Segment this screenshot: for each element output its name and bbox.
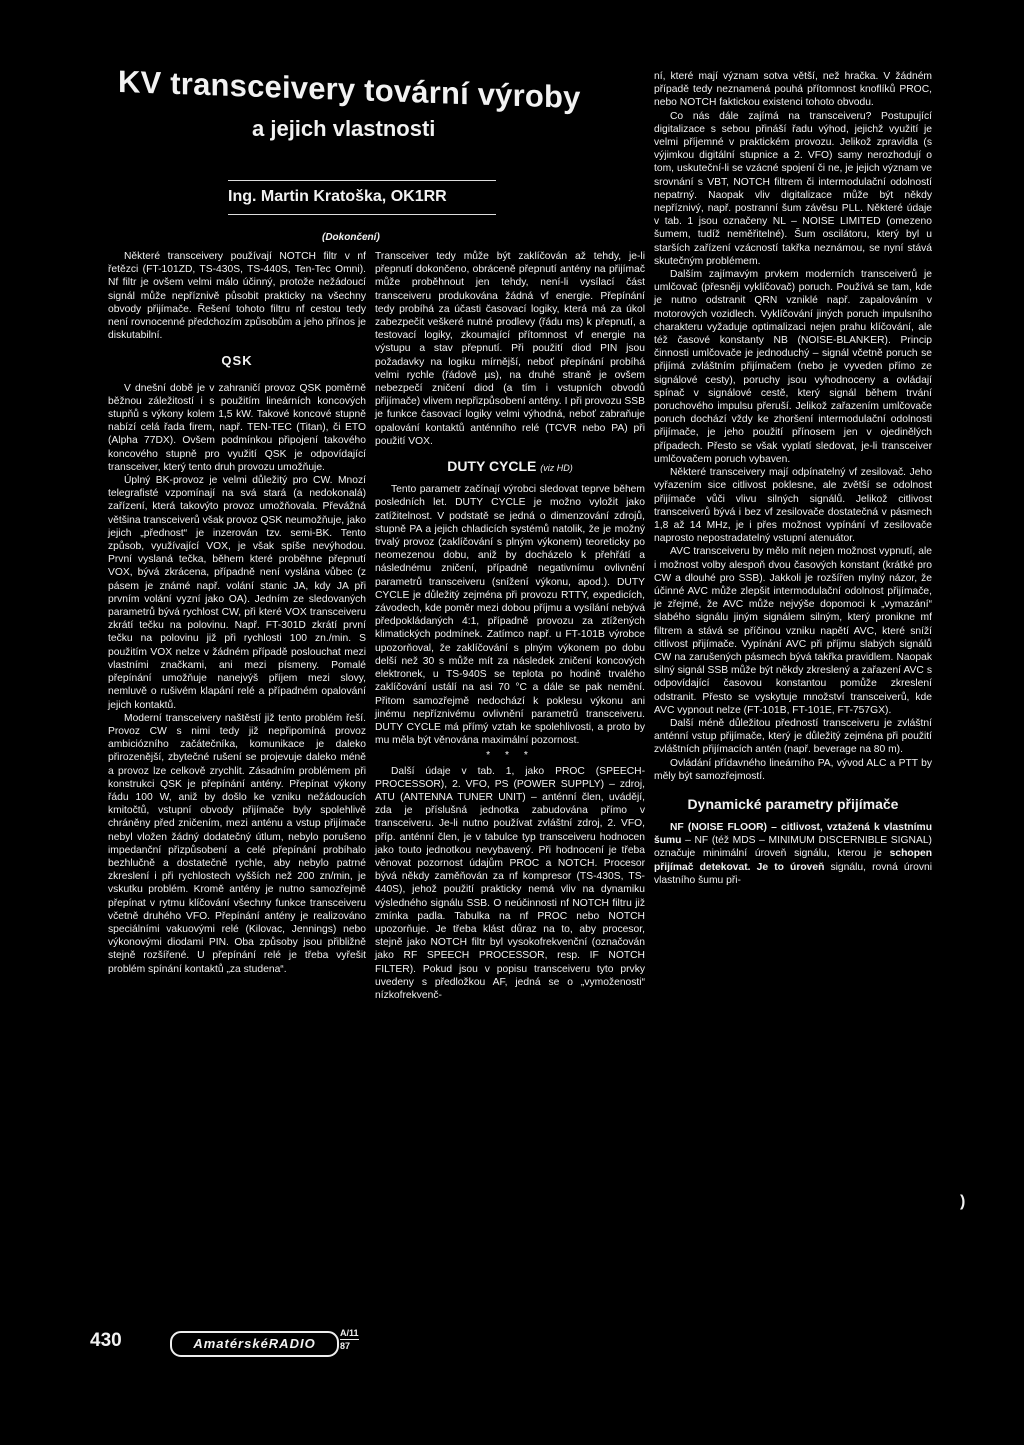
col2-paragraph-3: Další údaje v tab. 1, jako PROC (SPEECH-PROCESSOR), 2. VFO, PS (POWER SUPPLY) – zdroj, ATU (ANTENNA TUNER UNIT) – anténní člen, uvádějí, zda je příslušná jednotka zabudována přímo v transceiveru. Je-li nutno používat zvláštní zdroj, 2. VFO, příp. anténní člen, je v tabulce typ transceiveru hodnocen jako touto jednotkou nevybavený. Při hodnocení je třeba věnovat pozornost údajům PROC a NOTCH. Procesor bývá někdy zaměňován za nf kompresor (TS-430S, TS-440S), jehož použití prakticky nemá vliv na dynamiku výsledného signálu SSB. O neúčinnosti nf NOTCH filtru již zmínka padla. Tabulka na nf PROC nebo NOTCH upozorňuje. Je třeba klást důraz na to, aby procesor, stejně jako NOTCH filtr byl vysokofrekvenční (označován jako RF SPEECH PROCESSOR, resp. IF NOTCH FILTER). Pokud jsou v popisu transceiveru tyto prvky uvedeny s předložkou AF, jedná se o „vymoženosti“ nízkofrekvenč- — [375, 765, 645, 1001]
col3-nf-paragraph — [654, 821, 932, 887]
author: Ing. Martin Kratoška, OK1RR — [228, 188, 447, 205]
col2-paragraph-1: Transceiver tedy může být zaklíčován až tehdy, je-li přepnutí dokončeno, obráceně přepnutí antény na přijímač může proběhnout jen tehdy, není-li vysílací část transceiveru produkována žádná vf energie. Přepínání tedy probíhá za účasti časovací logiky, která má za úkol zabezpečit veškeré nutné prodlevy (řádu ms) k přepnutí, a testovací logiky, zkoumající přítomnost vf energie na výstupu a stav přepnutí. Při použití diod PIN jsou požadavky na logiku mírnější, neboť přepínání probíhá velmi rychle (řádově µs), na druhé straně je ovšem nebezpečí zničení diod (a tím i vstupních obvodů přijímače) vlivem nepřizpůsobení antény. I při provozu SSB je funkce časovací logiky velmi výhodná, neboť zabraňuje opalování kontaktů anténního relé (TCVR nebo PA) při použití VOX. — [375, 251, 645, 447]
col3-paragraph-2: Co nás dále zajímá na transceiveru? Postupující digitalizace s sebou přináší řadu výhod, jejichž využití je velmi příjemné v praktickém provozu. Jelikož zpravidla (s výjimkou digitální stupnice a 2. VFO) samy nerozhodují o tom, uskuteční-li se vzácné spojení či ne, je jejich význam ve srovnání s VBT, NOTCH filtrem či intermodulační odolností nepatrný. Naopak vliv digitalizace může být někdy nepříznivý, např. postranní šum závěsu PLL. Některé údaje v tab. 1 jsou označeny NL – NOISE LIMITED (omezeno šumem, tudíž neměřitelné). Šum oscilátoru, který byl u starších zařízení vzácností takřka neznámou, se nyní stává skutečným problémem. — [654, 110, 932, 267]
separator: * * * — [486, 750, 534, 762]
nf-rest: – NF (též MDS – MINIMUM DISCERNIBLE SIGNAL) označuje minimální úroveň signálu, kterou je — [654, 835, 932, 860]
section-heading-dynamic: Dynamické parametry přijímače — [687, 795, 899, 812]
col3-paragraph-5: AVC transceiveru by mělo mít nejen možnost vypnutí, ale i možnost volby alespoň dvou časových konstant (krátké pro CW a dlouhé pro SSB). Jakkoli je rozšířen mylný názor, že účinné AVC může zlepšit intermodulační odolnost přijímače, je zřejmé, že AVC může nejvýše dopomoci k „vymazání“ slabého signálu jiným signálem silným, který pronikne mf filtrem a stává se příčinou vzniku napětí AVC, které sníží citlivost přijímače. Vypínání AVC při příjmu slabých signálů CW na zarušených pásmech bývá takřka pravidlem. Naopak silný signál SSB může být někdy zkreslený a zařazení AVC s odpovídající časovou konstantou pomůže zkreslení odstranit. Přesto se vyskytuje množství transceiverů, kde AVC vypnout nelze (FT-101B, FT-101E, FT-757GX). — [654, 546, 932, 716]
magazine-logo: AmatérskéRADIO — [170, 1331, 339, 1357]
col3-paragraph-6: Další méně důležitou předností transceiveru je zvláštní anténní vstup přijímače, který je důležitý zejména při použití zvláštních přijímacích antén (např. beverage na 80 m). — [654, 717, 932, 756]
issue-top: A/11 — [340, 1328, 359, 1338]
col1-intro: Některé transceivery používají NOTCH filtr v nf řetězci (FT-101ZD, TS-430S, TS-440S, Ten-Tec Omni). Nf filtr je ovšem velmi málo účinný, protože nežádoucí signál může nepříznivě působit prakticky na všechny obvody přijímače. Řešení tohoto filtru nf cestou tedy není rovnocenné předchozím způsobům a jeho přínos je diskutabilní. — [108, 251, 366, 342]
col3-paragraph-7: Ovládání přídavného lineárního PA, vývod ALC a PTT by měly být samozřejmostí. — [654, 757, 932, 782]
continued-note: (Dokončení) — [322, 232, 380, 243]
column-1 — [108, 250, 366, 976]
edge-mark: ) — [960, 1193, 966, 1210]
nf-tail: signálu, rovná úrovni vlastního šumu při- — [654, 861, 932, 886]
nf-lead: NF (NOISE FLOOR) – citlivost, vztažená k vlastnímu šumu — [654, 821, 932, 847]
section-heading-qsk: QSK — [221, 353, 253, 369]
divider-bottom — [228, 214, 496, 215]
nf-bold: schopen přijímač detekovat. Je to úroveň — [654, 848, 932, 873]
divider-top — [228, 180, 496, 181]
col3-paragraph-4: Některé transceivery mají odpínatelný vf zesilovač. Jeho vyřazením sice citlivost poklesne, ale zvětší se odolnost přijímače vůči vlivu silných signálů. Jelikož citlivost transceiverů bývá i bez vf zesilovače dostatečná v pásmech 1,8 až 14 MHz, je i přes možnost vypínání vf zesilovače naprosto nepostradatelný vstupní atenuátor. — [654, 467, 932, 545]
col3-paragraph-1: ní, které mají význam sotva větší, než hračka. V žádném případě tedy neznamená pouhá přítomnost knoflíků PROC, nebo NOTCH faktickou existenci tohoto obvodu. — [654, 71, 932, 109]
issue-number — [340, 1327, 359, 1352]
col1-paragraph-1: V dnešní době je v zahraničí provoz QSK poměrně běžnou záležitostí i s použitím lineárních koncových stupňů s výkony kolem 1,5 kW. Takové koncové stupně nabízí celá řada firem, např. TEN-TEC (Titan), či ETO (Alpha 77DX). Ovšem podmínkou připojení takového koncového stupně pro využití QSK je odpovídající transceiver, který tento druh provozu umožňuje. — [108, 382, 366, 473]
duty-heading-text: DUTY CYCLE — [447, 458, 537, 475]
issue-bottom: 87 — [340, 1339, 359, 1352]
col3-paragraph-3: Dalším zajímavým prvkem moderních transceiverů je umlčovač (přesněji vyklíčovač) poruch. Používá se tam, kde je nutno odstranit QRN vzniklé např. zapalováním v motorových vozidlech. Vyklíčování jiných poruch impulsního charakteru vyžaduje optimalizaci nejen prahu klíčování, ale též časové konstanty NB (NOISE-BLANKER). Princip činnosti umlčovače je jednoduchý – signál včetně poruch se přijímá zvláštním přijímačem (nebo je vyveden přímo ze signálové cesty), poruchy jsou vyhodnoceny a ovládají spínač v signálové cestě, který signál během trvání poruchového impulsu přeruší. Jelikož zařazením umlčovače poruch dochází vždy ke zhoršení intermodulační odolnosti přijímače, je jeho použití přínosem jen v ojedinělých případech. Přesto se však vyplatí sledovat, je-li transceiver umlčovačem poruch vybaven. — [654, 269, 932, 465]
col1-paragraph-2: Úplný BK-provoz je velmi důležitý pro CW. Mnozí telegrafisté vzpomínají na svá stará (a nedokonalá) zařízení, která takovýto provoz umožňovala. Převážná většina transceiverů však provoz QSK neumožňuje, jako jejich „přednost“ je inzerován tzv. semi-BK. Tento způsob, využívající VOX, je však spíše nevýhodou. První vyslaná tečka, během které proběhne přepnutí VOX, bývá zkrácena, případně není vyslána vůbec (z pásem je známé např. volání stanic JA, kdy JA při prvním volání vyzní jako OA). Jedním ze sledovaných parametrů bývá rychlost CW, při které VOX transceiveru zkrátí tečku na polovinu. Např. FT-301D zkrátí první tečku na polovinu již při rychlosti 100 zn./min. S použitím VOX nelze v žádném případě poslouchat mezi vlastními značkami, ani mezi písmeny. Pomalé přepínání umožňuje nanejvýš příjem mezi slovy, nemluvě o rušivém klapání relé a případném opalování jejich kontaktů. — [108, 475, 366, 711]
article-subtitle: a jejich vlastnosti — [252, 116, 436, 141]
column-2 — [375, 250, 645, 1002]
col2-paragraph-2: Tento parametr začínají výrobci sledovat teprve během posledních let. DUTY CYCLE je možno vyložit jako zatížitelnost. V podstatě se jedná o dimenzování zdrojů, stupně PA a jejich chladicích systémů natolik, že je možný trvalý provoz (zaklíčování s plným výkonem) teoreticky po neomezenou dobu, aniž by docházelo k přehřátí a následnému zničení, případně negativnímu ovlivnění parametrů transceiveru (snížení výkonu, apod.). DUTY CYCLE je důležitý zejména při provozu RTTY, expedicích, závodech, kde poměr mezi dobou příjmu a vysílání nebývá předpokládaných 4:1, případně provozu za ztížených klimatických podmínek. Zatímco např. u FT-101B výrobce upozorňoval, že zaklíčování s plným výkonem po dobu delší než 30 s může mít za následek zničení koncových elektronek, u TS-940S se teplota po hodině trvalého zaklíčování ustálí na asi 70 °C a dále se pak nemění. Přitom samozřejmě nedochází k poklesu výkonu ani jinému nepříznivému ovlivnění parametrů transceiveru. DUTY CYCLE má přímý vztah ke spolehlivosti, a proto by mu měla být věnována maximální pozornost. — [375, 484, 645, 747]
duty-heading-note: (viz HD) — [540, 463, 573, 474]
page-number: 430 — [90, 1330, 122, 1351]
col1-paragraph-3: Moderní transceivery naštěstí již tento problém řeší. Provoz CW s nimi tedy již nepřipomíná provoz ambiciózního začátečníka, komunikace je daleko přirozenější, zbytečné rušení se projevuje daleko méně a provoz lze celkově zrychlit. Zásadním problémem při konstrukci QSK je přepínání antény. Přepínat výkony řádu 100 W, aniž by došlo ke vzniku nežádoucích kmitočtů, vstupní obvody přijímače byly spolehlivě chráněny před zničením, mezi anténu a vstup přijímače nebyl vložen žádný dodatečný útlum, nebylo porušeno impedanční přizpůsobení a celé přepínání probíhalo bezhlučně a dostatečně rychle, aby nebylo patrné zkreslení i při rychlostech vyšších než 200 zn/min, je vskutku problém. Kromě antény je nutno samozřejmě přepínat v rytmu klíčování všechny funkce transceiveru včetně druhého VFO. Přepínání antény je realizováno speciálními vakuovými relé (Kilovac, Jennings) nebo výkonovými diodami PIN. Oba způsoby jsou přibližně stejně rozšířené. U přepínání relé je třeba vyřešit problém spínání kontaktů „za studena“. — [108, 712, 366, 975]
column-3 — [654, 70, 932, 887]
article-title: KV transceivery tovární výroby — [118, 63, 581, 116]
section-heading-duty-cycle — [375, 460, 645, 475]
